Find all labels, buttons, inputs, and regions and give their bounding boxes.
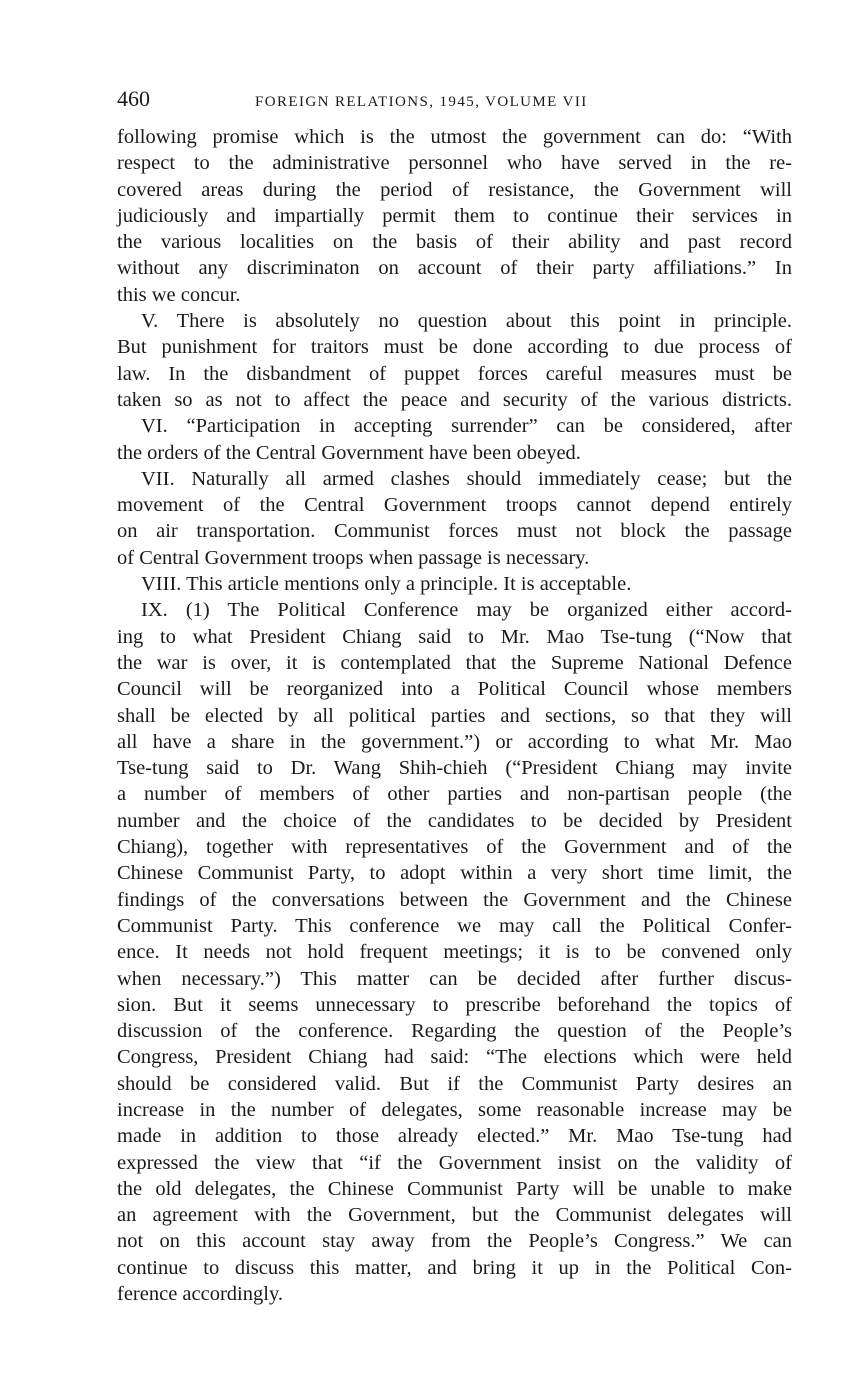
text-line: IX. (1) The Political Conference may be organized either accord- <box>141 599 792 622</box>
text-line: V. There is absolutely no question about this point in principle. <box>141 310 792 333</box>
text-line: ing to what President Chiang said to Mr. Mao Tse-tung (“Now that <box>117 625 792 648</box>
text-line: the old delegates, the Chinese Communist Party will be unable to make <box>117 1177 792 1200</box>
document-page <box>117 86 792 1307</box>
body-text <box>117 124 792 1307</box>
text-line: Council will be reorganized into a Political Council whose members <box>117 678 792 701</box>
paragraph-vi <box>117 413 792 466</box>
text-line: shall be elected by all political parties and sections, so that they will <box>117 704 792 727</box>
text-line: VIII. This article mentions only a principle. It is acceptable. <box>141 573 632 596</box>
text-line: But punishment for traitors must be done according to due process of <box>117 336 792 359</box>
text-line: the various localities on the basis of their ability and past record <box>117 231 792 254</box>
paragraph-ix <box>117 597 792 1307</box>
text-line: findings of the conversations between the Government and the Chinese <box>117 888 792 911</box>
text-line: ference accordingly. <box>117 1283 283 1306</box>
text-line: this we concur. <box>117 283 241 306</box>
text-line: made in addition to those already elected.” Mr. Mao Tse-tung had <box>117 1125 792 1148</box>
text-line: the war is over, it is contemplated that the Supreme National Defence <box>117 651 792 674</box>
text-line: an agreement with the Government, but the Communist delegates will <box>117 1204 792 1227</box>
text-line: law. In the disbandment of puppet forces careful measures must be <box>117 362 792 385</box>
text-line: without any discriminaton on account of their party affiliations.” In <box>117 257 792 280</box>
text-line: discussion of the conference. Regarding the question of the People’s <box>117 1020 792 1043</box>
text-line: Chinese Communist Party, to adopt within a very short time limit, the <box>117 862 792 885</box>
page-number: 460 <box>117 86 150 111</box>
text-line: ence. It needs not hold frequent meetings; it is to be convened only <box>117 941 792 964</box>
text-line: Congress, President Chiang had said: “The elections which were held <box>117 1046 792 1069</box>
text-line: movement of the Central Government troops cannot depend entirely <box>117 494 792 517</box>
text-line: sion. But it seems unnecessary to prescribe beforehand the topics of <box>117 993 792 1016</box>
text-line: on air transportation. Communist forces must not block the passage <box>117 520 792 543</box>
text-line: following promise which is the utmost the government can do: “With <box>117 126 792 148</box>
text-line: should be considered valid. But if the Communist Party desires an <box>117 1072 792 1095</box>
paragraph-continuation <box>117 124 792 308</box>
text-line: Tse-tung said to Dr. Wang Shih-chieh (“President Chiang may invite <box>117 757 792 780</box>
text-line: Communist Party. This conference we may call the Political Confer- <box>117 914 792 937</box>
text-line: number and the choice of the candidates to be decided by President <box>117 809 792 832</box>
text-line: VII. Naturally all armed clashes should immediately cease; but the <box>141 467 792 490</box>
paragraph-viii <box>117 571 792 597</box>
paragraph-vii <box>117 466 792 571</box>
text-line: covered areas during the period of resistance, the Government will <box>117 178 792 201</box>
text-line: VI. “Participation in accepting surrender” can be considered, after <box>141 415 792 438</box>
text-line: of Central Government troops when passage is necessary. <box>117 546 590 569</box>
text-line: when necessary.”) This matter can be decided after further discus- <box>117 967 792 990</box>
page-header <box>117 86 792 120</box>
text-line: not on this account stay away from the People’s Congress.” We can <box>117 1230 792 1253</box>
text-line: judiciously and impartially permit them to continue their services in <box>117 204 792 227</box>
paragraph-v <box>117 308 792 413</box>
text-line: expressed the view that “if the Government insist on the validity of <box>117 1151 792 1174</box>
text-line: the orders of the Central Government have been obeyed. <box>117 441 581 464</box>
running-head: FOREIGN RELATIONS, 1945, VOLUME VII <box>255 94 588 110</box>
text-line: respect to the administrative personnel who have served in the re- <box>117 152 792 175</box>
text-line: Chiang), together with representatives of the Government and of the <box>117 836 792 859</box>
text-line: taken so as not to affect the peace and security of the various districts. <box>117 388 792 411</box>
text-line: continue to discuss this matter, and bring it up in the Political Con- <box>117 1256 792 1279</box>
text-line: increase in the number of delegates, some reasonable increase may be <box>117 1098 792 1121</box>
text-line: a number of members of other parties and non-partisan people (the <box>117 783 792 806</box>
text-line: all have a share in the government.”) or according to what Mr. Mao <box>117 730 792 753</box>
